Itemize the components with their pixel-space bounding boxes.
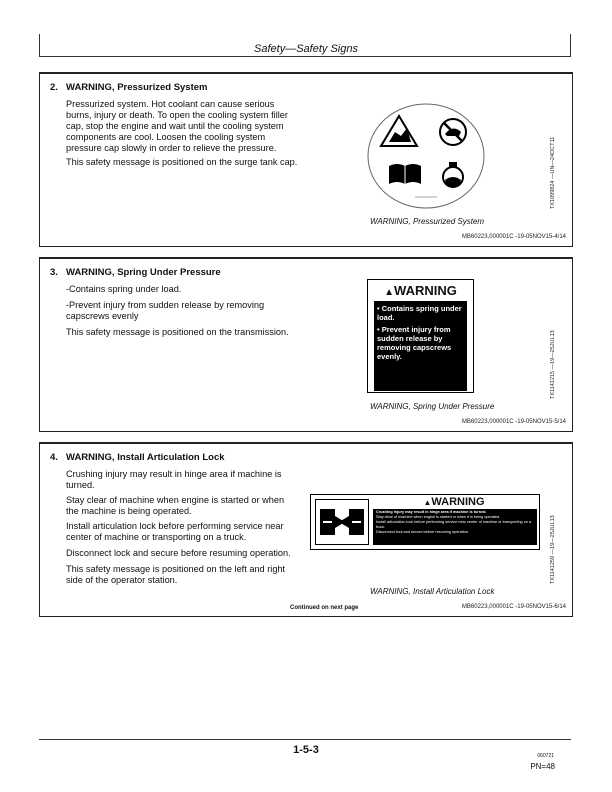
warning-triangle-icon: ▲ [384, 287, 395, 298]
articulation-warning-label [310, 494, 540, 550]
figure-code: TX1141259 —19—25JUL13 [550, 515, 556, 584]
figure-caption: WARNING, Pressurized System [370, 217, 485, 226]
figure-caption: WARNING, Spring Under Pressure [370, 402, 495, 411]
paragraph: This safety message is positioned on the transmission. [66, 327, 289, 337]
paragraph: This safety message is positioned on the surge tank cap. [66, 157, 298, 167]
paragraph: -Prevent injury from sudden release by removing capscrews evenly [66, 300, 265, 321]
warning-line: Stay clear of machine when engine is started or when it is being operated. [376, 515, 501, 519]
warning-triangle-icon: ▲ [423, 498, 432, 507]
section-number: 4. [50, 452, 58, 463]
header-bottom-rule [39, 56, 571, 57]
warning-line: Install articulation lock before performing service near center of machine or transporting on a truck. [376, 520, 532, 529]
warning-text-panel [373, 509, 537, 545]
paragraph: This safety message is positioned on the left and right side of the operator station. [66, 564, 286, 585]
pressurized-system-sign [365, 102, 487, 210]
footer-rule [39, 739, 571, 740]
section-title: WARNING, Pressurized System [66, 82, 208, 93]
pn-number: PN=48 [530, 762, 555, 771]
warning-bullet: • Contains spring under load. [377, 304, 462, 322]
manual-book-icon [389, 164, 421, 184]
warning-heading: ▲WARNING [384, 283, 457, 298]
paragraph: -Contains spring under load. [66, 284, 182, 294]
footer-code: 060721 [537, 753, 554, 759]
reference-code: MB60223,000001C -19-05NOV15-4/14 [461, 234, 566, 240]
warning-line: Disconnect lock and secure before resuming operation. [376, 530, 469, 534]
section-title: WARNING, Install Articulation Lock [66, 452, 225, 463]
section-spring-under-pressure [39, 257, 573, 432]
page-number: 1-5-3 [293, 744, 319, 756]
continued-note: Continued on next page [290, 605, 359, 611]
section-number: 3. [50, 267, 58, 278]
warning-heading: ▲WARNING [423, 496, 485, 508]
warning-line: Crushing injury may result in hinge area if machine is turned. [376, 510, 487, 514]
section-title: WARNING, Spring Under Pressure [66, 267, 221, 278]
section-install-articulation-lock [39, 442, 573, 617]
section-number: 2. [50, 82, 58, 93]
figure-code: TX1099824 —UN—24OCT11 [550, 136, 556, 209]
paragraph: Pressurized system. Hot coolant can cause serious burns, injury or death. To open the cooling system filler cap, stop the engine and wait until the cooling system components are cool. Loosen the cooling system pressure cap slowly in order to relieve the pressure. [66, 99, 288, 153]
reference-code: MB60223,000001C -19-05NOV15-6/14 [461, 604, 566, 610]
warning-text-panel [374, 301, 467, 391]
figure-code: TX1141215 —19—25JUL13 [550, 330, 556, 399]
paragraph: Crushing injury may result in hinge area if machine is turned. [66, 469, 282, 490]
paragraph: Stay clear of machine when engine is started or when the machine is being operated. [66, 495, 285, 516]
paragraph: Disconnect lock and secure before resuming operation. [66, 548, 291, 558]
crush-hazard-icon [315, 499, 369, 545]
reference-code: MB60223,000001C -19-05NOV15-5/14 [461, 419, 566, 425]
page-header-title: Safety—Safety Signs [254, 43, 358, 55]
paragraph: Install articulation lock before performing service near center of machine or transporting on a truck. [66, 521, 284, 542]
no-open-icon [440, 119, 466, 145]
warning-bullet: • Prevent injury from sudden release by removing capscrews evenly. [377, 325, 452, 361]
figure-caption: WARNING, Install Articulation Lock [370, 587, 495, 596]
section-pressurized-system [39, 72, 573, 247]
spring-warning-label [367, 279, 474, 393]
